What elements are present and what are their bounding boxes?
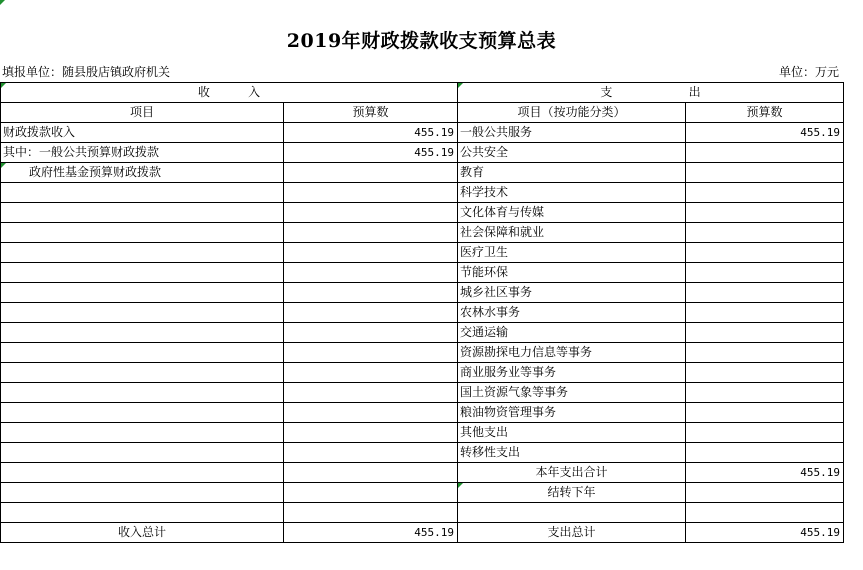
expense-item-cell[interactable]: 科学技术	[458, 183, 686, 203]
expense-item-cell[interactable]: 医疗卫生	[458, 243, 686, 263]
income-amount-cell[interactable]	[284, 383, 458, 403]
table-row	[1, 463, 844, 483]
expense-amount-cell[interactable]	[686, 483, 844, 503]
expense-amount-cell[interactable]	[686, 263, 844, 283]
table-row	[1, 343, 844, 363]
table-row	[1, 323, 844, 343]
income-item-cell[interactable]	[1, 343, 284, 363]
income-item-cell[interactable]: 其中：一般公共预算财政拨款	[1, 143, 284, 163]
expense-amount-cell[interactable]	[686, 283, 844, 303]
table-row	[1, 203, 844, 223]
expense-amount-cell[interactable]	[686, 163, 844, 183]
expense-item-cell[interactable]: 交通运输	[458, 323, 686, 343]
income-item-cell[interactable]	[1, 383, 284, 403]
table-row	[1, 403, 844, 423]
income-amount-cell[interactable]	[284, 483, 458, 503]
income-item-cell[interactable]	[1, 183, 284, 203]
expense-item-cell[interactable]: 粮油物资管理事务	[458, 403, 686, 423]
expense-amount-cell[interactable]: 455.19	[686, 463, 844, 483]
table-row	[1, 423, 844, 443]
income-amount-cell[interactable]	[284, 443, 458, 463]
income-item-cell[interactable]	[1, 403, 284, 423]
expense-item-cell[interactable]: 农林水事务	[458, 303, 686, 323]
income-item-cell[interactable]	[1, 263, 284, 283]
table-row	[1, 263, 844, 283]
expense-amount-cell[interactable]	[686, 223, 844, 243]
expense-amount-cell[interactable]	[686, 343, 844, 363]
expense-item-cell[interactable]: 资源勘探电力信息等事务	[458, 343, 686, 363]
income-amount-cell[interactable]	[284, 203, 458, 223]
totals-row	[1, 523, 844, 543]
expense-amount-cell[interactable]	[686, 243, 844, 263]
income-amount-cell[interactable]	[284, 283, 458, 303]
cell-marker-icon	[1, 83, 6, 88]
column-header-row	[1, 103, 844, 123]
expense-item-cell[interactable]	[458, 503, 686, 523]
income-item-cell[interactable]	[1, 503, 284, 523]
cell-marker-icon	[458, 83, 463, 88]
expense-item-header[interactable]: 项目（按功能分类）	[458, 103, 686, 123]
expense-amount-cell[interactable]	[686, 323, 844, 343]
section-header-row	[1, 83, 844, 103]
table-row	[1, 283, 844, 303]
income-item-cell[interactable]	[1, 243, 284, 263]
income-item-cell[interactable]: 财政拨款收入	[1, 123, 284, 143]
expense-item-cell[interactable]: 城乡社区事务	[458, 283, 686, 303]
income-amount-cell[interactable]	[284, 303, 458, 323]
expense-total-label[interactable]: 支出总计	[458, 523, 686, 543]
table-row	[1, 123, 844, 143]
cell-marker-icon	[0, 0, 5, 5]
expense-amount-cell[interactable]	[686, 443, 844, 463]
expense-item-cell[interactable]: 本年支出合计	[458, 463, 686, 483]
income-item-cell[interactable]	[1, 463, 284, 483]
income-amount-cell[interactable]	[284, 463, 458, 483]
table-row	[1, 363, 844, 383]
table-row	[1, 223, 844, 243]
expense-item-cell[interactable]: 节能环保	[458, 263, 686, 283]
expense-amount-header[interactable]: 预算数	[686, 103, 844, 123]
expense-amount-cell[interactable]: 455.19	[686, 123, 844, 143]
expense-amount-cell[interactable]	[686, 423, 844, 443]
income-item-cell[interactable]	[1, 283, 284, 303]
income-total-label[interactable]: 收入总计	[1, 523, 284, 543]
income-item-cell[interactable]	[1, 423, 284, 443]
table-row	[1, 383, 844, 403]
table-row	[1, 183, 844, 203]
expense-item-cell[interactable]: 教育	[458, 163, 686, 183]
expense-item-cell[interactable]: 其他支出	[458, 423, 686, 443]
expense-item-cell[interactable]: 国土资源气象等事务	[458, 383, 686, 403]
expense-amount-cell[interactable]	[686, 503, 844, 523]
income-item-cell[interactable]: 政府性基金预算财政拨款	[1, 163, 284, 183]
reporting-unit: 填报单位：随县殷店镇政府机关	[2, 65, 171, 79]
income-amount-cell[interactable]	[284, 403, 458, 423]
income-amount-cell[interactable]	[284, 163, 458, 183]
table-row	[1, 143, 844, 163]
income-amount-header[interactable]: 预算数	[284, 103, 458, 123]
expense-amount-cell[interactable]	[686, 203, 844, 223]
income-item-cell[interactable]	[1, 223, 284, 243]
expense-item-cell[interactable]: 一般公共服务	[458, 123, 686, 143]
expense-amount-cell[interactable]	[686, 403, 844, 423]
expense-item-cell[interactable]: 社会保障和就业	[458, 223, 686, 243]
expense-item-cell[interactable]: 文化体育与传媒	[458, 203, 686, 223]
table-row	[1, 163, 844, 183]
expense-item-cell[interactable]: 商业服务业等事务	[458, 363, 686, 383]
income-item-cell[interactable]	[1, 203, 284, 223]
expense-amount-cell[interactable]	[686, 303, 844, 323]
expense-item-cell[interactable]: 公共安全	[458, 143, 686, 163]
income-item-cell[interactable]	[1, 363, 284, 383]
income-item-cell[interactable]	[1, 483, 284, 503]
expense-item-cell[interactable]: 转移性支出	[458, 443, 686, 463]
income-amount-cell[interactable]: 455.19	[284, 143, 458, 163]
table-row	[1, 243, 844, 263]
income-amount-cell[interactable]	[284, 343, 458, 363]
income-amount-cell[interactable]	[284, 323, 458, 343]
expense-section-header[interactable]: 支 出	[458, 83, 844, 103]
page-title: 2019年财政拨款收支预算总表	[286, 30, 557, 52]
cell-marker-icon	[1, 163, 6, 168]
table-row	[1, 483, 844, 503]
table-row	[1, 303, 844, 323]
currency-unit: 单位：万元	[778, 65, 839, 79]
table-row	[1, 443, 844, 463]
income-item-cell[interactable]	[1, 303, 284, 323]
income-amount-cell[interactable]	[284, 363, 458, 383]
table-row	[1, 503, 844, 523]
income-amount-cell[interactable]	[284, 243, 458, 263]
income-amount-cell[interactable]	[284, 263, 458, 283]
income-item-cell[interactable]	[1, 323, 284, 343]
income-amount-cell[interactable]: 455.19	[284, 123, 458, 143]
income-amount-cell[interactable]	[284, 503, 458, 523]
income-section-header[interactable]: 收 入	[1, 83, 458, 103]
income-total-amount[interactable]: 455.19	[284, 523, 458, 543]
expense-total-amount[interactable]: 455.19	[686, 523, 844, 543]
expense-item-cell[interactable]: 结转下年	[458, 483, 686, 503]
income-amount-cell[interactable]	[284, 183, 458, 203]
income-amount-cell[interactable]	[284, 423, 458, 443]
expense-amount-cell[interactable]	[686, 183, 844, 203]
expense-amount-cell[interactable]	[686, 143, 844, 163]
cell-marker-icon	[458, 483, 463, 488]
income-amount-cell[interactable]	[284, 223, 458, 243]
expense-amount-cell[interactable]	[686, 383, 844, 403]
income-item-cell[interactable]	[1, 443, 284, 463]
expense-amount-cell[interactable]	[686, 363, 844, 383]
income-item-header[interactable]: 项目	[1, 103, 284, 123]
budget-table	[0, 82, 844, 543]
